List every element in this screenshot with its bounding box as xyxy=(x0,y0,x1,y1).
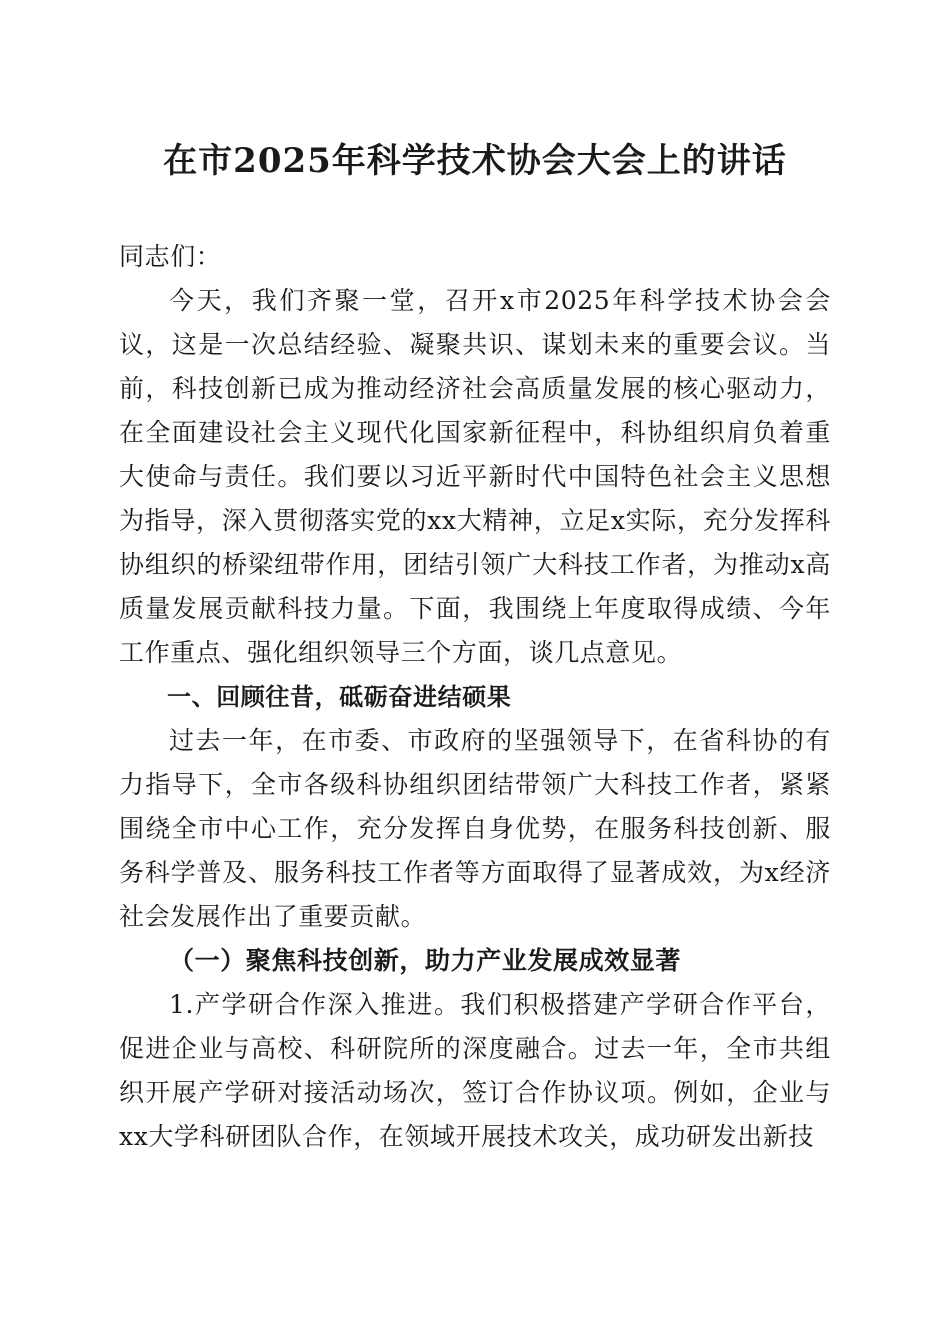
document-title: 在市2025年科学技术协会大会上的讲话 xyxy=(163,141,787,181)
section-1-paragraph: 过去一年，在市委、市政府的坚强领导下，在省科协的有力指导下，全市各级科协组织团结带领广大科技工作者，紧紧围绕全市中心工作，充分发挥自身优势，在服务科技创新、服务科学普及、服务科技工作者等方面取得了显著成效，为x经济社会发展作出了重要贡献。 xyxy=(119,726,831,931)
item-1-paragraph: 1.产学研合作深入推进。我们积极搭建产学研合作平台，促进企业与高校、科研院所的深度融合。过去一年，全市共组织开展产学研对接活动场次，签订合作协议项。例如，企业与xx大学科研团队合作，在领域开展技术攻关，成功研发出新技 xyxy=(119,990,831,1151)
greeting: 同志们： xyxy=(119,242,222,271)
intro-paragraph: 今天，我们齐聚一堂，召开x市2025年科学技术协会会议，这是一次总结经验、凝聚共识、谋划未来的重要会议。当前，科技创新已成为推动经济社会高质量发展的核心驱动力，在全面建设社会主义现代化国家新征程中，科协组织肩负着重大使命与责任。我们要以习近平新时代中国特色社会主义思想为指导，深入贯彻落实党的xx大精神，立足x实际，充分发挥科协组织的桥梁纽带作用，团结引领广大科技工作者，为推动x高质量发展贡献科技力量。下面，我围绕上年度取得成绩、今年工作重点、强化组织领导三个方面，谈几点意见。 xyxy=(119,286,831,667)
section-heading-1: 一、回顾往昔，砥砺奋进结硕果 xyxy=(167,683,512,711)
subsection-heading-1: （一）聚焦科技创新，助力产业发展成效显著 xyxy=(169,946,682,975)
document-body xyxy=(119,235,831,1159)
